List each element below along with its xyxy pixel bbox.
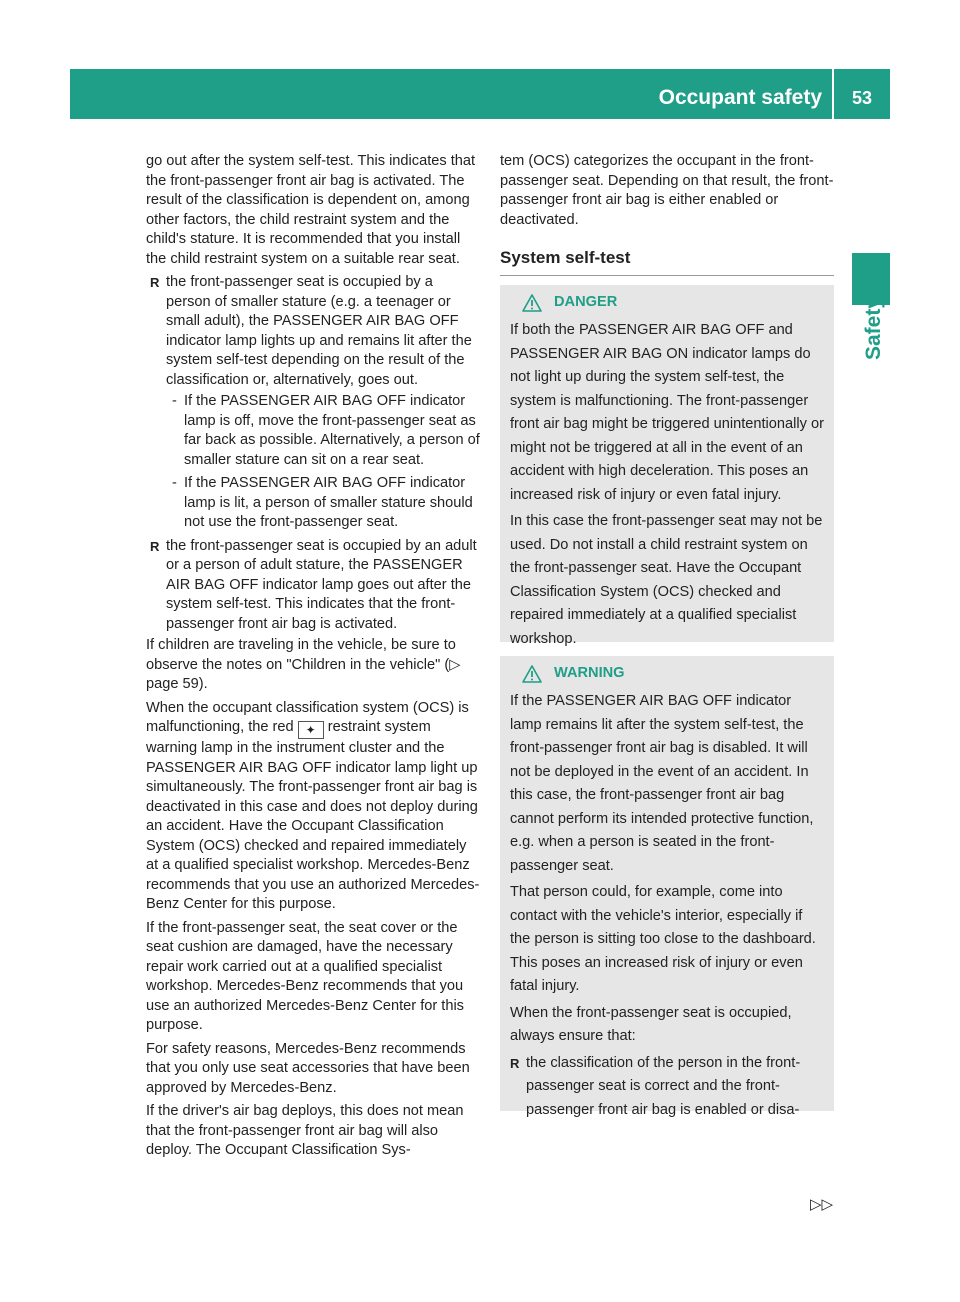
- paragraph-text: If children are traveling in the vehicle, be sure to observe the notes on "Children in the vehicle" (: [146, 637, 456, 673]
- left-column: [146, 152, 481, 1165]
- bullet-icon: R: [510, 1055, 520, 1071]
- section-title: Occupant safety: [658, 86, 822, 109]
- page-number: 53: [851, 88, 873, 108]
- sub-list-item-text: If the PASSENGER AIR BAG OFF indicator lamp is lit, a person of smaller stature should not use the front-passenger seat.: [184, 475, 473, 530]
- paragraph-driver-airbag: If the driver's air bag deploys, this does not mean that the front-passenger front air bag will also deploy. The Occupant Classification Sys-: [146, 1103, 464, 1158]
- sub-list-item: [146, 474, 481, 533]
- paragraph-ocs-malfunction: [146, 699, 481, 915]
- paragraph-continuation: tem (OCS) categorizes the occupant in the front-passenger seat. Depending on that result, the front-passenger front air bag is either enabled or deactivated.: [500, 153, 834, 228]
- warning-paragraph: If the PASSENGER AIR BAG OFF indicator lamp remains lit after the system self-test, the front-passenger front air bag is disabled. It will not be deployed in the event of an accident. In this case, the front-passenger front air bag cannot perform its intended protective function, e.g. when a person is seated in the front-passenger seat.: [510, 693, 814, 874]
- warning-header: [510, 662, 826, 686]
- danger-header: [510, 291, 826, 315]
- warning-paragraph: When the front-passenger seat is occupied, always ensure that:: [510, 1004, 792, 1044]
- bullet-icon: R: [150, 538, 160, 554]
- section-heading: System self-test: [500, 248, 834, 276]
- dash-icon: -: [172, 393, 177, 409]
- warning-box: [500, 656, 834, 1118]
- list-item-text: the front-passenger seat is occupied by a person of smaller stature (e.g. a teenager or small adult), the PASSENGER AIR BAG OFF indicator lamp lights up and remains lit after the system self-test depending on the result of the classification or, alternatively, goes out.: [166, 274, 472, 388]
- right-column: [500, 152, 834, 234]
- list-item-text: the front-passenger seat is occupied by an adult or a person of adult stature, the PASSENGER AIR BAG OFF indicator lamp goes out after the system self-test. This indicates that the front-passenger front air bag is activated.: [166, 537, 477, 632]
- paragraph-accessories: For safety reasons, Mercedes-Benz recommends that you only use seat accessories that have been approved by Mercedes-Benz.: [146, 1040, 470, 1096]
- danger-paragraph: If both the PASSENGER AIR BAG OFF and PASSENGER AIR BAG ON indicator lamps do not light up during the system self-test, the system is malfunctioning. The front-passenger front air bag might be triggered unintentionally or might not be triggered at all in the event of an accident with high deceleration. This poses an increased risk of injury or even fatal injury.: [510, 322, 824, 503]
- warning-triangle-icon: [522, 294, 542, 312]
- restraint-system-warning-icon: ✦: [298, 721, 324, 739]
- paragraph-text: When the occupant classification system (OCS) is malfunctioning, the red: [146, 699, 469, 735]
- sub-list-item-text: If the PASSENGER AIR BAG OFF indicator lamp is off, move the front-passenger seat as far back as possible. Alternatively, a person of smaller stature can sit on a rear seat.: [184, 393, 480, 468]
- paragraph-children: [146, 636, 481, 695]
- danger-label: DANGER: [554, 294, 618, 311]
- page-reference-arrow-icon: ▷: [449, 656, 461, 673]
- danger-box: [500, 285, 834, 647]
- continued-on-next-page-icon: ▷▷: [810, 1196, 834, 1213]
- list-item: [510, 1052, 826, 1123]
- danger-paragraph: In this case the front-passenger seat may not be used. Do not install a child restraint system on the front-passenger seat. Have the Occupant Classification System (OCS) checked and repaired immediately at a qualified specialist workshop.: [510, 513, 823, 647]
- sub-list-item: [146, 392, 481, 470]
- paragraph-text: restraint system warning lamp in the instrument cluster and the PASSENGER AIR BAG OFF indicator lamp light up simultaneously. The front-passenger front air bag is deactivated in this case and does not deploy during an accident. Have the Occupant Classification System (OCS) checked and repaired immediately at a qualified specialist workshop. Mercedes-Benz recommends that you use an authorized Mercedes-Benz Center for this purpose.: [146, 719, 480, 912]
- page-reference-link[interactable]: page 59).: [146, 676, 208, 692]
- side-tab-label: Safety: [862, 296, 885, 360]
- paragraph-seat-damage: If the front-passenger seat, the seat cover or the seat cushion are damaged, have the necessary repair work carried out at a qualified specialist workshop. Mercedes-Benz recommends that you use an authorized Mercedes-Benz Center for this purpose.: [146, 919, 464, 1033]
- paragraph-continuation: go out after the system self-test. This indicates that the front-passenger front air bag is activated. The result of the classification is dependent on, among other factors, the child restraint system and the child's stature. It is recommended that you install the child restraint system on a suitable rear seat.: [146, 153, 476, 267]
- warning-paragraph: That person could, for example, come into contact with the vehicle's interior, especially if the person is sitting too close to the dashboard. This poses an increased risk of injury or even fatal injury.: [510, 884, 816, 994]
- bullet-icon: R: [150, 275, 160, 290]
- page-header: [70, 69, 890, 119]
- warning-triangle-icon: [522, 665, 542, 683]
- dash-icon: -: [172, 475, 177, 491]
- warning-label: WARNING: [554, 665, 625, 682]
- list-item: [146, 273, 481, 390]
- list-item-text: the classification of the person in the front-passenger seat is correct and the front-passenger front air bag is enabled or disa-: [526, 1054, 801, 1118]
- list-item: [146, 537, 481, 635]
